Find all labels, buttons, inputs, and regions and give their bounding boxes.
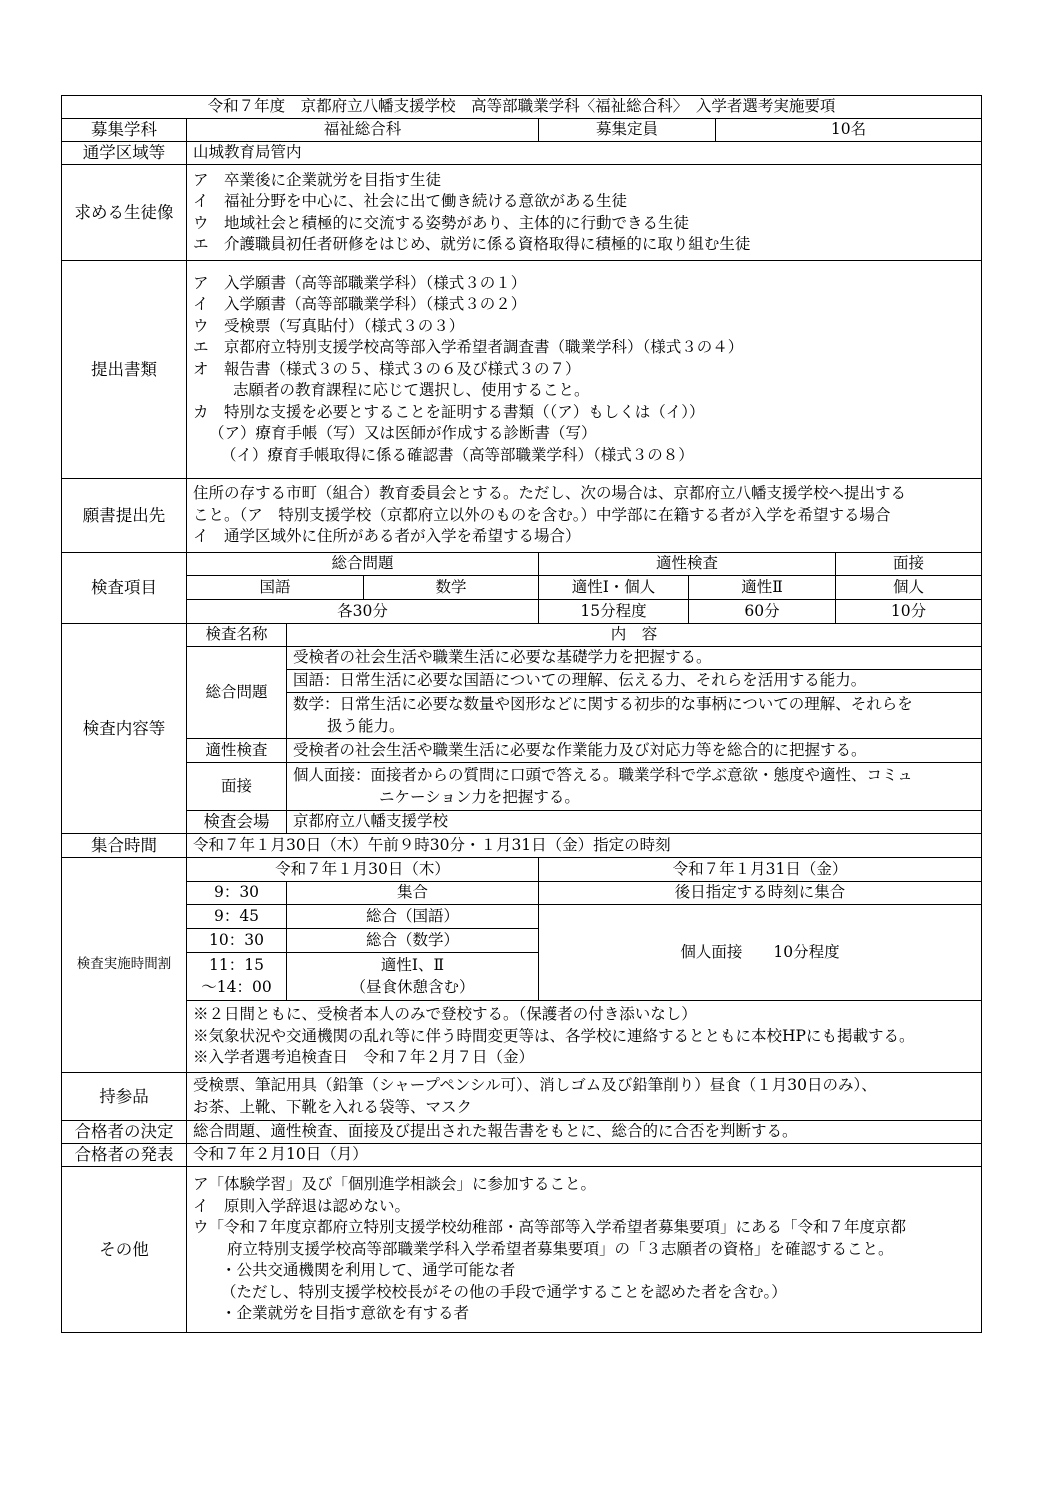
list-item: ウ 受検票（写真貼付）（様式３の３） [193,316,465,335]
text-line: ニケーション力を把握する。 [379,787,580,806]
exam-group-tekisei: 適性検査 [539,553,836,576]
list-item: ア「体験学習」及び「個別進学相談会」に参加すること。 [193,1175,597,1194]
text-line: こと。（ア 特別支援学校（京都府立以外のものを含む。）中学部に在籍する者が入学を希望する場合 [193,505,891,524]
schedule-time: 10：30 [187,929,287,953]
other-list [187,1167,982,1333]
announce-label: 合格者の発表 [62,1144,187,1167]
exam-content-label: 検査内容等 [62,624,187,834]
admission-guidelines-document [61,95,981,1333]
schedule-item-main: 適性Ⅰ、Ⅱ [380,956,445,974]
exam-sub-tekisei1: 適性Ⅰ・個人 [539,576,689,600]
exam-sub-sugaku: 数学 [364,576,539,600]
schedule-label: 検査実施時間割 [62,858,187,1073]
note-line: ※２日間ともに、受検者本人のみで登校する。（保護者の付き添いなし） [193,1005,697,1024]
schedule-item [287,953,539,1001]
schedule-item: 総合（数学） [287,929,539,953]
list-item: （ア）療育手帳（写）又は医師が作成する診断書（写） [209,424,597,443]
list-item: ・公共交通機関を利用して、通学可能な者 [221,1261,516,1280]
belongings-text [187,1073,982,1121]
decision-value: 総合問題、適性検査、面接及び提出された報告書をもとに、総合的に合否を判断する。 [187,1121,982,1144]
exam-content-sogo-label: 総合問題 [187,647,287,739]
exam-time-mensetsu: 10分 [836,600,982,624]
exam-time-tekisei1: 15分程度 [539,600,689,624]
exam-sub-kojin: 個人 [836,576,982,600]
exam-content-tekisei-label: 適性検査 [187,739,287,763]
list-item: （イ）療育手帳取得に係る確認書（高等部職業学科）（様式３の８） [221,445,694,464]
exam-items-label: 検査項目 [62,553,187,624]
schedule-day1-header: 令和７年１月30日（木） [187,858,539,882]
list-item: 志願者の教育課程に応じて選択し、使用すること。 [233,381,590,400]
schedule-day2-gather: 後日指定する時刻に集合 [539,882,982,905]
district-label: 通学区域等 [62,142,187,165]
list-item: イ 入学願書（高等部職業学科）（様式３の２） [193,295,527,314]
recruit-quota-value: 10名 [716,119,982,142]
documents-label: 提出書類 [62,261,187,479]
list-item: ア 卒業後に企業就労を目指す生徒 [193,170,442,189]
list-item: カ 特別な支援を必要とすることを証明する書類（（ア）もしくは（イ）） [193,402,705,421]
decision-label: 合格者の決定 [62,1121,187,1144]
schedule-item-note: （昼食休憩含む） [350,977,475,996]
exam-time-tekisei2: 60分 [689,600,836,624]
schedule-time-start: 11：15 [209,956,264,974]
schedule-item: 総合（国語） [287,905,539,929]
exam-content-tekisei-text: 受検者の社会生活や職業生活に必要な作業能力及び対応力等を総合的に把握する。 [287,739,982,763]
ideal-student-label: 求める生徒像 [62,165,187,261]
submit-to-text [187,479,982,553]
text-line: 扱う能力。 [327,716,405,735]
exam-sub-tekisei2: 適性Ⅱ [689,576,836,600]
list-item: イ 福祉分野を中心に、社会に出て働き続ける意欲がある生徒 [193,192,628,210]
gather-label: 集合時間 [62,834,187,858]
schedule-item: 集合 [287,882,539,905]
gather-value: 令和７年１月30日（木）午前９時30分・１月31日（金）指定の時刻 [187,834,982,858]
text-line: お茶、上靴、下靴を入れる袋等、マスク [193,1097,473,1116]
list-item: エ 京都府立特別支援学校高等部入学希望者調査書（職業学科）（様式３の４） [193,338,744,357]
recruit-dept-value: 福祉総合科 [187,119,539,142]
schedule-time: 9：45 [187,905,287,929]
schedule-day2-interview: 個人面接 10分程度 [539,905,982,1001]
exam-content-sogo-kokugo: 国語：日常生活に必要な国語についての理解、伝える力、それらを活用する能力。 [287,670,982,693]
text-line: 数学：日常生活に必要な数量や図形などに関する初歩的な事柄についての理解、それらを [293,695,913,713]
list-item: 府立特別支援学校高等部職業学科入学希望者募集要項」の「３志願者の資格」を確認すること。 [227,1239,894,1258]
text-line: 個人面接：面接者からの質問に口頭で答える。職業学科で学ぶ意欲・態度や適性、コミュ [293,766,913,784]
list-item: ウ「令和７年度京都府立特別支援学校幼稚部・高等部等入学希望者募集要項」にある「令和７年度京都 [193,1218,907,1237]
list-item: オ 報告書（様式３の５、様式３の６及び様式３の７） [193,359,581,378]
text-line: 住所の存する市町（組合）教育委員会とする。ただし、次の場合は、京都府立八幡支援学校へ提出する [193,484,907,503]
exam-content-sogo-sugaku [287,693,982,739]
exam-group-mensetsu: 面接 [836,553,982,576]
announce-value: 令和７年２月10日（月） [187,1144,982,1167]
note-line: ※気象状況や交通機関の乱れ等に伴う時間変更等は、各学校に連絡するとともに本校HPにも掲載する。 [193,1026,915,1045]
recruit-quota-label: 募集定員 [539,119,716,142]
belongings-label: 持参品 [62,1073,187,1121]
list-item: ウ 地域社会と積極的に交流する姿勢があり、主体的に行動できる生徒 [193,213,690,232]
list-item: エ 介護職員初任者研修をはじめ、就労に係る資格取得に積極的に取り組む生徒 [193,235,751,253]
document-title: 令和７年度 京都府立八幡支援学校 高等部職業学科〈福祉総合科〉 入学者選考実施要項 [62,96,982,119]
other-label: その他 [62,1167,187,1333]
exam-content-mensetsu-text [287,763,982,811]
list-item: （ただし、特別支援学校校長がその他の手段で通学することを認めた者を含む。） [221,1282,787,1301]
text-line: イ 通学区域外に住所がある者が入学を希望する場合） [193,527,581,546]
list-item: ア 入学願書（高等部職業学科）（様式３の１） [193,273,527,292]
schedule-time [187,953,287,1001]
exam-content-mensetsu-label: 面接 [187,763,287,811]
text-line: 受検票、筆記用具（鉛筆（シャープペンシル可）、消しゴム及び鉛筆削り）昼食（１月30日のみ）、 [193,1076,877,1094]
venue-value: 京都府立八幡支援学校 [287,811,982,834]
district-value: 山城教育局管内 [187,142,982,165]
exam-content-sogo-line: 受検者の社会生活や職業生活に必要な基礎学力を把握する。 [287,647,982,670]
exam-content-head-name: 検査名称 [187,624,287,647]
ideal-student-list [187,165,982,261]
list-item: イ 原則入学辞退は認めない。 [193,1196,411,1215]
submit-to-label: 願書提出先 [62,479,187,553]
schedule-day2-header: 令和７年１月31日（金） [539,858,982,882]
recruit-dept-label: 募集学科 [62,119,187,142]
schedule-time: 9：30 [187,882,287,905]
schedule-notes [187,1001,982,1073]
exam-sub-kokugo: 国語 [187,576,364,600]
note-line: ※入学者選考追検査日 令和７年２月７日（金） [193,1048,535,1067]
exam-group-sogo: 総合問題 [187,553,539,576]
exam-content-head-content: 内 容 [287,624,982,647]
venue-label: 検査会場 [187,811,287,834]
documents-list [187,261,982,479]
guidelines-table [61,95,982,1333]
exam-time-sogo: 各30分 [187,600,539,624]
schedule-time-end: ～14：00 [201,977,272,996]
list-item: ・企業就労を目指す意欲を有する者 [221,1304,470,1323]
